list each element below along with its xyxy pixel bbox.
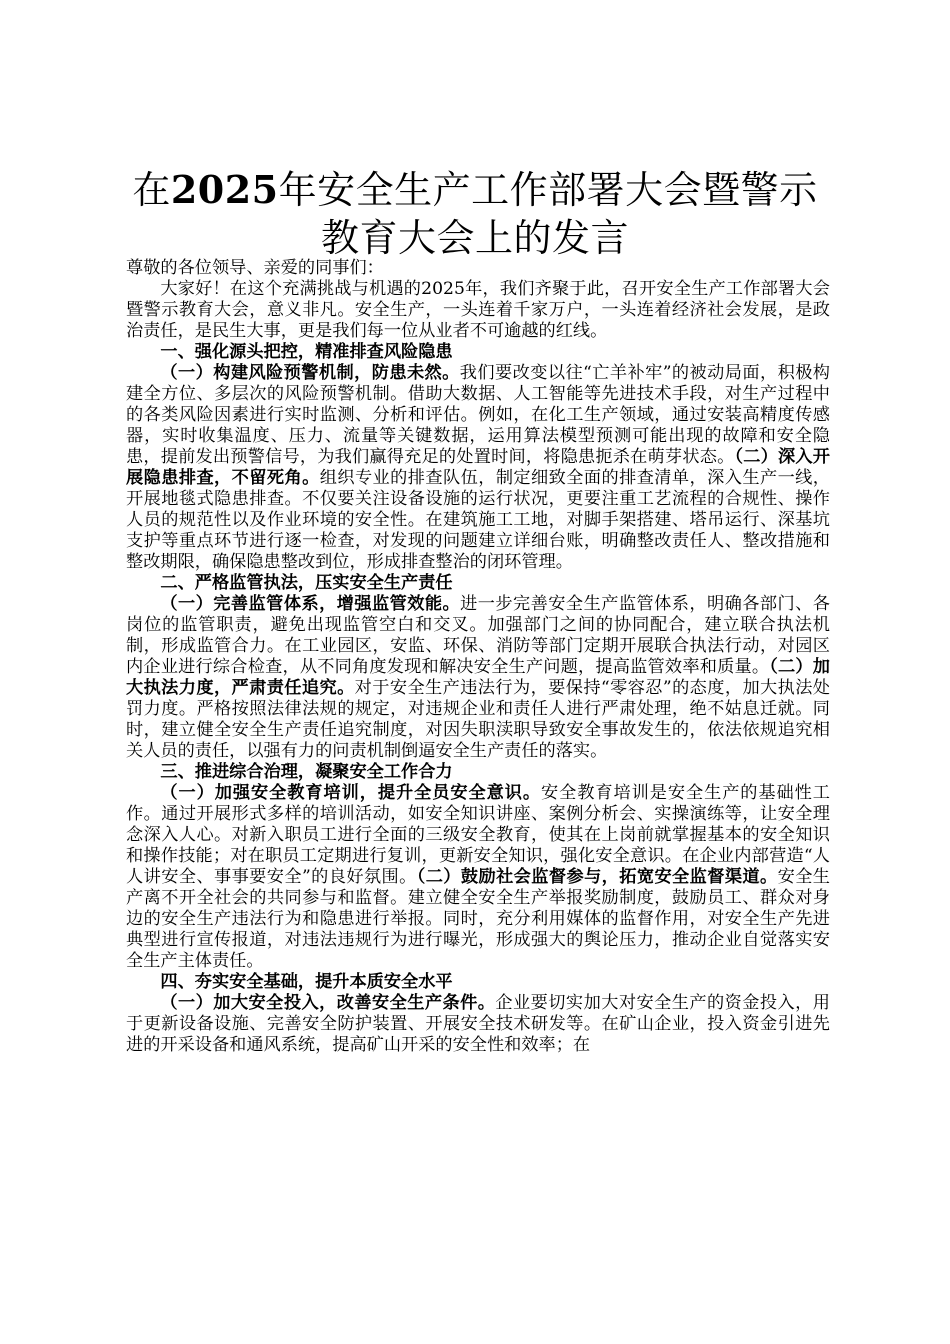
title-rest: 年安全生产工作部署大会暨警示教育大会上的发言 [278,168,818,260]
paragraph-text: 安全生产离不开全社会的共同参与和监督。建立健全安全生产举报奖励制度，鼓励员工、群众对身边的安全生产违法行为和隐患进行举报。同时，充分利用媒体的监督作用，对安全生产先进典型进行宣传报道，对违法违规行为进行曝光，形成强大的舆论压力，推动企业自觉落实安全生产主体责任。 [126,867,830,971]
title-year: 2025 [170,167,279,212]
section-paragraph-3 [126,783,830,972]
paragraph-text: 组织专业的排查队伍，制定细致全面的排查清单，深入生产一线，开展地毯式隐患排查。不仅要关注设备设施的运行状况，更要注重工艺流程的合规性、操作人员的规范性以及作业环境的安全性。在建筑施工工地，对脚手架搭建、塔吊运行、深基坑支护等重点环节进行逐一检查，对发现的问题建立详细台账，明确整改责任人、整改措施和整改期限，确保隐患整改到位，形成排查整治的闭环管理。 [126,468,830,572]
section-paragraph-4 [126,993,830,1056]
section-paragraph-2 [126,594,830,762]
subheading: （一）完善监管体系，增强监管效能。 [160,594,461,614]
salutation: 尊敬的各位领导、亲爱的同事们： [126,258,384,278]
section-heading-4: 四、夯实安全基础，提升本质安全水平 [160,972,453,992]
subheading: （一）加大安全投入，改善安全生产条件。 [160,993,496,1013]
paragraph-text: 安全教育培训是安全生产的基础性工作。通过开展形式多样的培训活动，如安全知识讲座、案例分析会、实操演练等，让安全理念深入人心。对新入职员工进行全面的三级安全教育，使其在上岗前就掌握基本的安全知识和操作技能；对在职员工定期进行复训，更新安全知识，强化安全意识。在企业内部营造“人人讲安全、事事要安全”的良好氛围。 [126,783,830,887]
subheading: （一）构建风险预警机制，防患未然。 [160,363,460,383]
document-body [126,258,830,1056]
paragraph-text: 企业要切实加大对安全生产的资金投入，用于更新设备设施、完善安全防护装置、开展安全技术研发等。在矿山企业，投入资金引进先进的开采设备和通风系统，提高矿山开采的安全性和效率；在 [126,993,830,1055]
section-heading-1: 一、强化源头把控，精准排查风险隐患 [160,342,453,362]
paragraph-text: 进一步完善安全生产监管体系，明确各部门、各岗位的监管职责，避免出现监管空白和交叉。加强部门之间的协同配合，建立联合执法机制，形成监管合力。在工业园区，安监、环保、消防等部门定期开展联合执法行动，对园区内企业进行综合检查，从不同角度发现和解决安全生产问题，提高监管效率和质量。 [126,594,830,677]
section-paragraph-1 [126,363,830,573]
subheading: （二）深入开展隐患排查，不留死角。 [126,447,830,488]
section-heading-2: 二、严格监管执法，压实安全生产责任 [160,573,453,593]
document-title [120,166,830,262]
intro-paragraph: 大家好！在这个充满挑战与机遇的2025年，我们齐聚于此，召开安全生产工作部署大会暨警示教育大会，意义非凡。安全生产，一头连着千家万户，一头连着经济社会发展，是政治责任，是民生大事，更是我们每一位从业者不可逾越的红线。 [126,279,830,341]
subheading: （二）加大执法力度，严肃责任追究。 [126,657,830,698]
paragraph-text: 我们要改变以往“亡羊补牢”的被动局面，积极构建全方位、多层次的风险预警机制。借助大数据、人工智能等先进技术手段，对生产过程中的各类风险因素进行实时监测、分析和评估。例如，在化工生产领域，通过安装高精度传感器，实时收集温度、压力、流量等关键数据，运用算法模型预测可能出现的故障和安全隐患，提前发出预警信号，为我们赢得充足的处置时间，将隐患扼杀在萌芽状态。 [126,363,830,467]
paragraph-text: 对于安全生产违法行为，要保持“零容忍”的态度，加大执法处罚力度。严格按照法律法规的规定，对违规企业和责任人进行严肃处理，绝不姑息迁就。同时，建立健全安全生产责任追究制度，对因失职渎职导致安全事故发生的，依法依规追究相关人员的责任，以强有力的问责机制倒逼安全生产责任的落实。 [126,678,830,761]
subheading: （一）加强安全教育培训，提升全员安全意识。 [160,783,541,803]
subheading: （二）鼓励社会监督参与，拓宽安全监督渠道。 [416,867,778,887]
section-heading-3: 三、推进综合治理，凝聚安全工作合力 [160,762,453,782]
title-prefix: 在 [132,168,171,212]
